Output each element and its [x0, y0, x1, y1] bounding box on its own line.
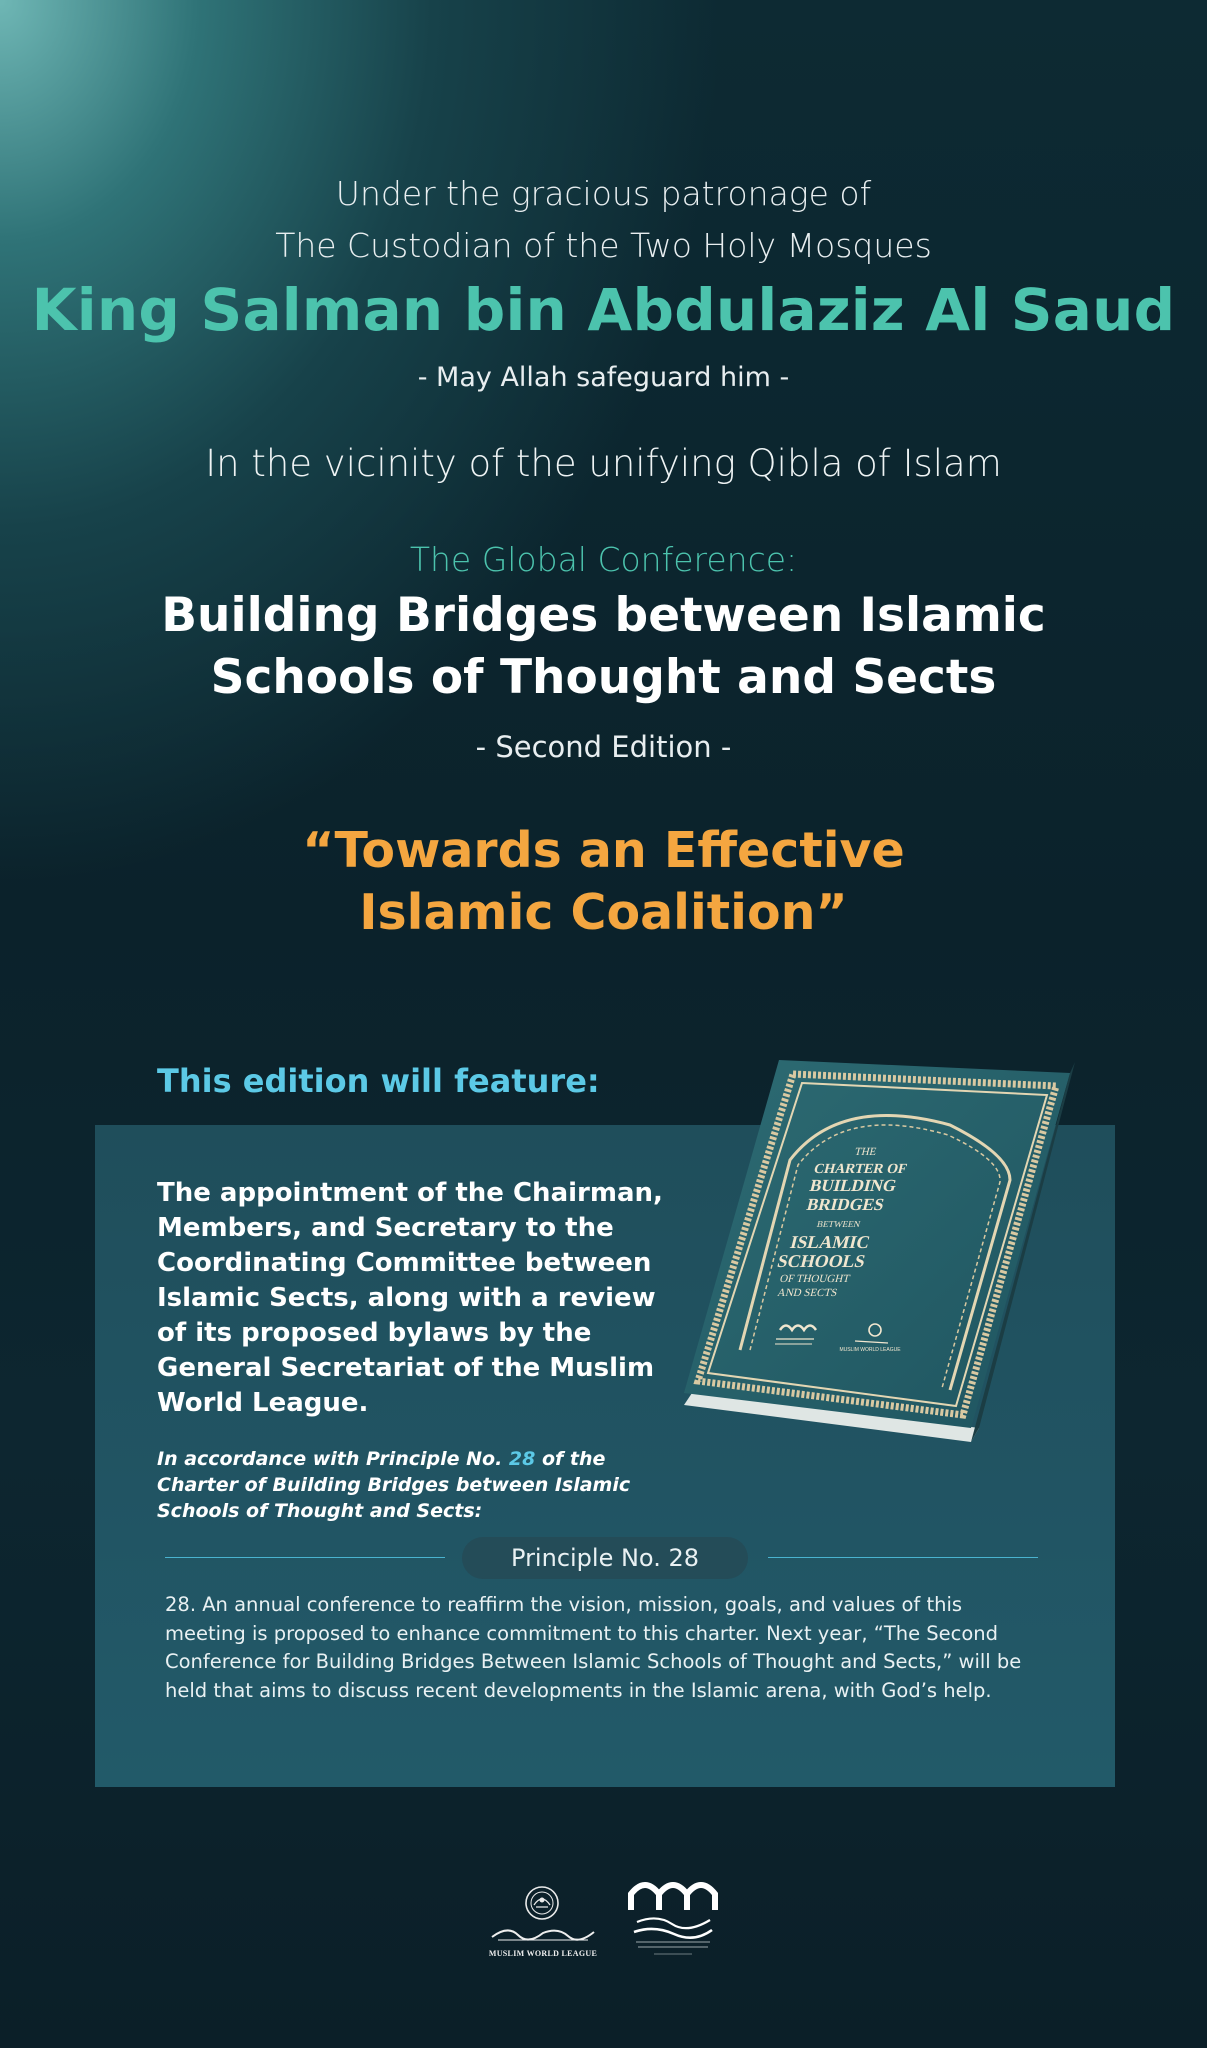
accordance-before: In accordance with Principle No.: [157, 1448, 509, 1470]
appointment-text: The appointment of the Chairman, Members, and Secretary to the Coordinating Committee between Islamic Sects, along with a review of its proposed bylaws by the General Secretariat of the Muslim World League.: [157, 1178, 663, 1418]
feature-heading: This edition will feature:: [157, 1062, 600, 1100]
bridges-arches-icon: [622, 1880, 722, 1975]
mwl-arabic-calligraphy: [488, 1923, 598, 1943]
book-title-building: BUILDING: [807, 1176, 899, 1195]
book-title-andsects: AND SECTS: [776, 1287, 839, 1299]
book-title-islamic: ISLAMIC: [788, 1232, 873, 1252]
charter-book-image: [680, 1050, 1080, 1445]
divider-left: [165, 1557, 445, 1558]
book-title-between: BETWEEN: [815, 1219, 862, 1229]
book-title-ofthought: OF THOUGHT: [778, 1273, 852, 1285]
theme-line2: Islamic Coalition”: [359, 884, 848, 941]
book-title-charter: CHARTER OF: [812, 1161, 909, 1177]
accordance-after: of the Charter of Building Bridges between Islamic Schools of Thought and Sects:: [157, 1448, 631, 1522]
conference-title: [0, 585, 1207, 709]
patronage-line: Under the gracious patronage of: [335, 174, 872, 213]
safeguard-line: - May Allah safeguard him -: [417, 362, 790, 393]
conference-label: The Global Conference:: [409, 540, 798, 579]
conference-title-line1: Building Bridges between Islamic: [161, 588, 1046, 643]
book-mwl-label: MUSLIM WORLD LEAGUE: [839, 1347, 901, 1353]
king-name: King Salman bin Abdulaziz Al Saud: [31, 276, 1176, 344]
conference-title-line2: Schools of Thought and Sects: [210, 650, 997, 705]
mwl-emblem-icon: [524, 1885, 560, 1921]
principle-label: Principle No. 28: [462, 1537, 748, 1579]
muslim-world-league-logo: [488, 1885, 598, 1965]
book-title-the: THE: [853, 1146, 878, 1158]
mwl-english-name: MUSLIM WORLD LEAGUE: [488, 1949, 598, 1958]
building-bridges-logo: [622, 1880, 722, 1975]
book-title-schools: SCHOOLS: [775, 1251, 868, 1271]
divider-right: [768, 1557, 1038, 1558]
book-title-bridges: BRIDGES: [804, 1195, 887, 1214]
principle-text: 28. An annual conference to reaffirm the vision, mission, goals, and values of this meeting is proposed to enhance commitment to this charter. Next year, “The Second Conference for Building Bridges Between Islamic Schools of Thought and Sects,” will be held that aims to discuss recent developments in the Islamic arena, with God’s help.: [165, 1593, 1022, 1702]
vicinity-line: In the vicinity of the unifying Qibla of Islam: [205, 442, 1002, 485]
accordance-text: [157, 1446, 677, 1524]
custodian-line: The Custodian of the Two Holy Mosques: [275, 226, 932, 265]
principle-number: 28: [508, 1448, 536, 1470]
theme-quote: [0, 820, 1207, 944]
book-svg: [680, 1050, 1080, 1445]
theme-line1: “Towards an Effective: [302, 822, 905, 879]
edition-line: - Second Edition -: [475, 730, 732, 764]
